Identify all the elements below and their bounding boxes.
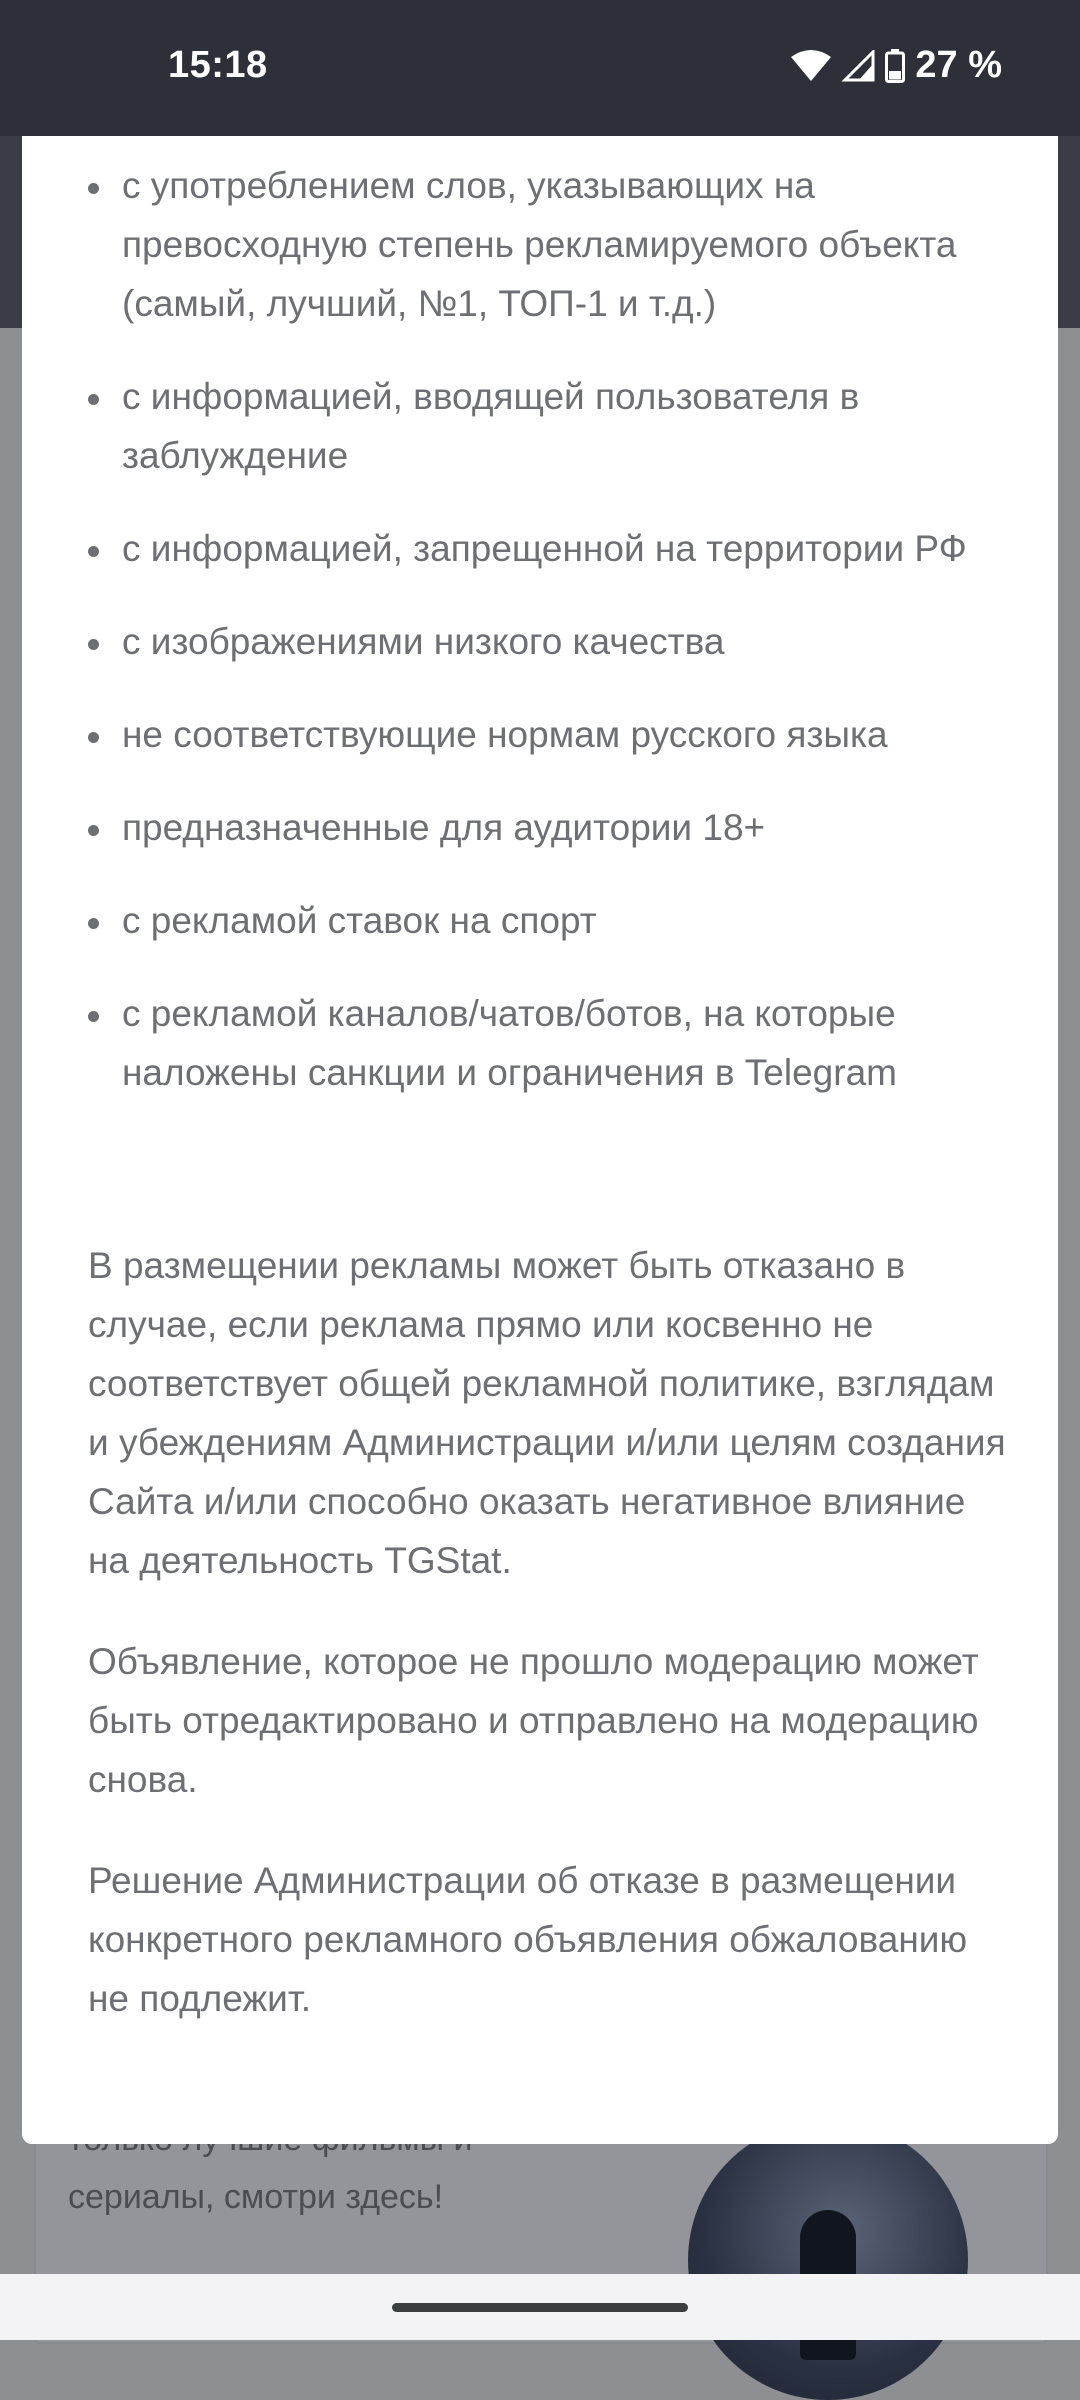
prohibited-ads-list bbox=[88, 156, 1008, 1136]
status-icons bbox=[791, 44, 1002, 87]
list-item: с изображениями низкого качества bbox=[88, 612, 1008, 671]
home-gesture-handle[interactable] bbox=[392, 2303, 688, 2312]
signal-icon bbox=[841, 50, 875, 82]
background-channel-avatar bbox=[688, 2120, 968, 2400]
list-item: с рекламой ставок на спорт bbox=[88, 891, 1008, 950]
battery-icon bbox=[885, 49, 905, 83]
list-item: с рекламой каналов/чатов/ботов, на которые наложены санкции и ограничения в Telegram bbox=[88, 984, 1008, 1102]
status-time: 15:18 bbox=[168, 44, 268, 86]
list-item: предназначенные для аудитории 18+ bbox=[88, 798, 1008, 857]
final-decision-paragraph: Решение Администрации об отказе в размещении конкретного рекламного объявления обжалованию не подлежит. bbox=[88, 1860, 968, 2019]
navigation-bar bbox=[0, 2274, 1080, 2340]
refusal-paragraph: В размещении рекламы может быть отказано в случае, если реклама прямо или косвенно не соответствует общей рекламной политике, взглядам и убеждениям Администрации и/или целям создания Сайта и/или способно оказать негативное влияние на деятельность TGStat. bbox=[88, 1245, 1006, 1581]
rules-modal[interactable] bbox=[22, 136, 1058, 2144]
remoderation-paragraph: Объявление, которое не прошло модерацию может быть отредактировано и отправлено на модерацию снова. bbox=[88, 1641, 979, 1800]
wifi-icon bbox=[791, 50, 831, 82]
list-item: с употреблением слов, указывающих на превосходную степень рекламируемого объекта (самый, лучший, №1, ТОП-1 и т.д.) bbox=[88, 156, 1008, 333]
status-bar bbox=[0, 0, 1080, 136]
background-card-line: сериалы, смотри здесь! bbox=[68, 2178, 444, 2216]
battery-percent: 27 % bbox=[915, 44, 1002, 86]
list-item: с информацией, вводящей пользователя в заблуждение bbox=[88, 367, 1008, 485]
list-item: с информацией, запрещенной на территории РФ bbox=[88, 519, 1008, 578]
list-item: не соответствующие нормам русского языка bbox=[88, 705, 1008, 764]
rules-paragraphs bbox=[88, 1236, 1008, 2070]
